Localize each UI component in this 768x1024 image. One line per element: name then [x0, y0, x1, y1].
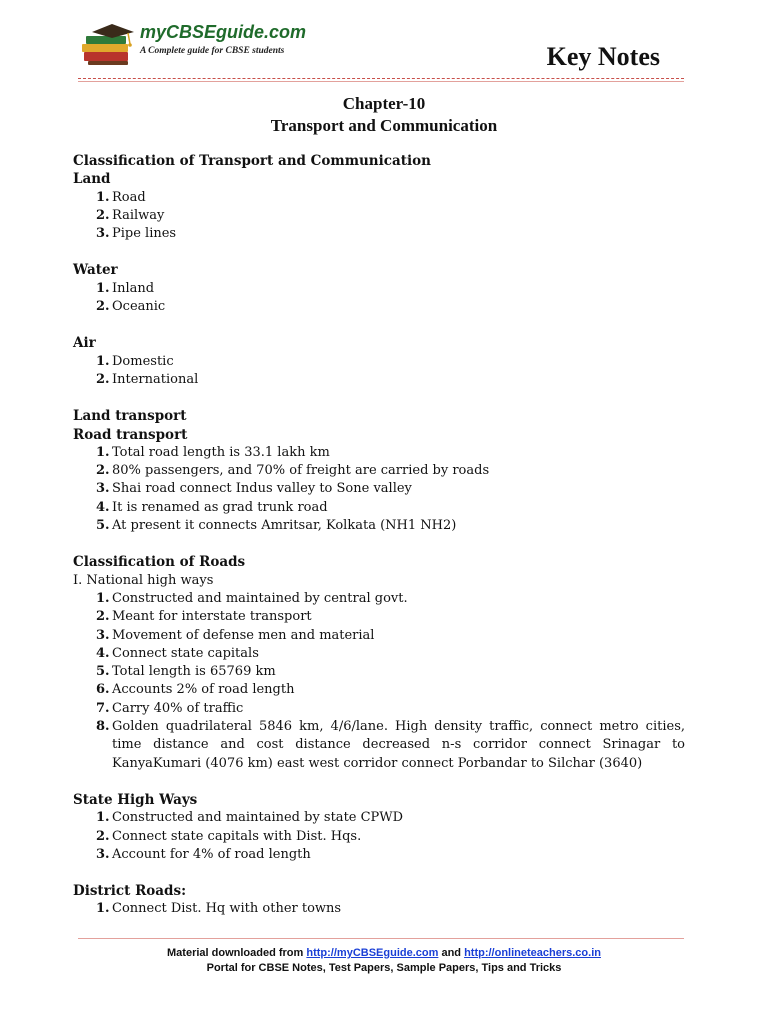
list-item: 1. Road: [96, 189, 146, 205]
numbered-list: [73, 280, 685, 317]
list-item: 1. Domestic: [96, 353, 174, 369]
books-logo-icon: [78, 22, 138, 66]
numbered-list: [73, 444, 685, 535]
footer-text: Material downloaded from: [167, 947, 307, 959]
numbered-list: [73, 189, 685, 244]
section-heading: Water: [73, 262, 118, 279]
list-item: 2. 80% passengers, and 70% of freight are carried by roads: [96, 463, 490, 479]
section-classification-of-roads: [73, 553, 685, 773]
section-heading: District Roads:: [73, 883, 187, 900]
list-item: 2. Connect state capitals with Dist. Hqs.: [96, 828, 362, 844]
numbered-list: [73, 353, 685, 390]
section-heading: Land transport: [73, 408, 187, 425]
list-item: 2. Railway: [96, 207, 165, 223]
section-subtext: I. National high ways: [73, 572, 214, 588]
list-item: 7. Carry 40% of traffic: [96, 700, 244, 716]
section-district-roads: [73, 882, 685, 919]
section-heading: State High Ways: [73, 791, 198, 808]
list-item: 1. Constructed and maintained by state CPWD: [96, 810, 404, 826]
list-item: 1. Constructed and maintained by central govt.: [96, 590, 408, 606]
section-subheading: Land: [73, 171, 111, 188]
section-state-highways: [73, 791, 685, 864]
list-item: 1. Inland: [96, 280, 155, 296]
list-item: 4. It is renamed as grad trunk road: [96, 499, 328, 515]
list-item: 3. Shai road connect Indus valley to Sone valley: [96, 481, 412, 497]
footer-line-2: Portal for CBSE Notes, Test Papers, Sample Papers, Tips and Tricks: [206, 962, 562, 974]
onlineteachers-link[interactable]: http://onlineteachers.co.in: [464, 947, 601, 959]
list-item: 3. Pipe lines: [96, 226, 177, 242]
section-air: [73, 334, 685, 389]
footer-line-1: [0, 946, 768, 961]
section-classification: [73, 152, 685, 243]
numbered-list: [73, 590, 685, 773]
site-logo[interactable]: [78, 18, 307, 68]
section-subheading: Road transport: [73, 426, 188, 443]
list-item: 2. International: [96, 371, 199, 387]
numbered-list: [73, 900, 685, 918]
logo-tagline: A Complete guide for CBSE students: [140, 46, 285, 56]
list-item: 3. Account for 4% of road length: [96, 846, 311, 862]
list-item: 2. Meant for interstate transport: [96, 609, 312, 625]
notes-content: [73, 152, 685, 919]
list-item: 1. Total road length is 33.1 lakh km: [96, 444, 330, 460]
page-footer: [0, 946, 768, 976]
section-heading: Air: [73, 335, 96, 352]
chapter-number: Chapter-10: [342, 94, 426, 113]
document-type-title: Key Notes: [546, 42, 660, 71]
section-land-transport: [73, 407, 685, 535]
list-item: 5. At present it connects Amritsar, Kolkata (NH1 NH2): [96, 518, 457, 534]
list-item: 4. Connect state capitals: [96, 645, 259, 661]
header-divider: [78, 78, 684, 82]
list-item: 8. Golden quadrilateral 5846 km, 4/6/lane. High density traffic, connect metro cities, time distance and cost distance decreased n-s corridor connect Srinagar to KanyaKumari (4076 km) east west corridor connect Porbandar to Silchar (3640): [96, 719, 685, 771]
list-item: 5. Total length is 65769 km: [96, 664, 276, 680]
list-item: 3. Movement of defense men and material: [96, 627, 375, 643]
logo-wordmark: myCBSEguide.com: [140, 22, 307, 42]
mycbseguide-link[interactable]: http://myCBSEguide.com: [306, 947, 439, 959]
section-heading: Classification of Transport and Communication: [73, 153, 431, 169]
footer-text: and: [438, 947, 465, 959]
list-item: 1. Connect Dist. Hq with other towns: [96, 901, 342, 917]
footer-divider: [78, 938, 684, 939]
chapter-title: Transport and Communication: [270, 116, 498, 135]
section-heading: Classification of Roads: [73, 554, 246, 571]
list-item: 2. Oceanic: [96, 299, 166, 315]
list-item: 6. Accounts 2% of road length: [96, 682, 295, 698]
numbered-list: [73, 809, 685, 864]
section-water: [73, 261, 685, 316]
